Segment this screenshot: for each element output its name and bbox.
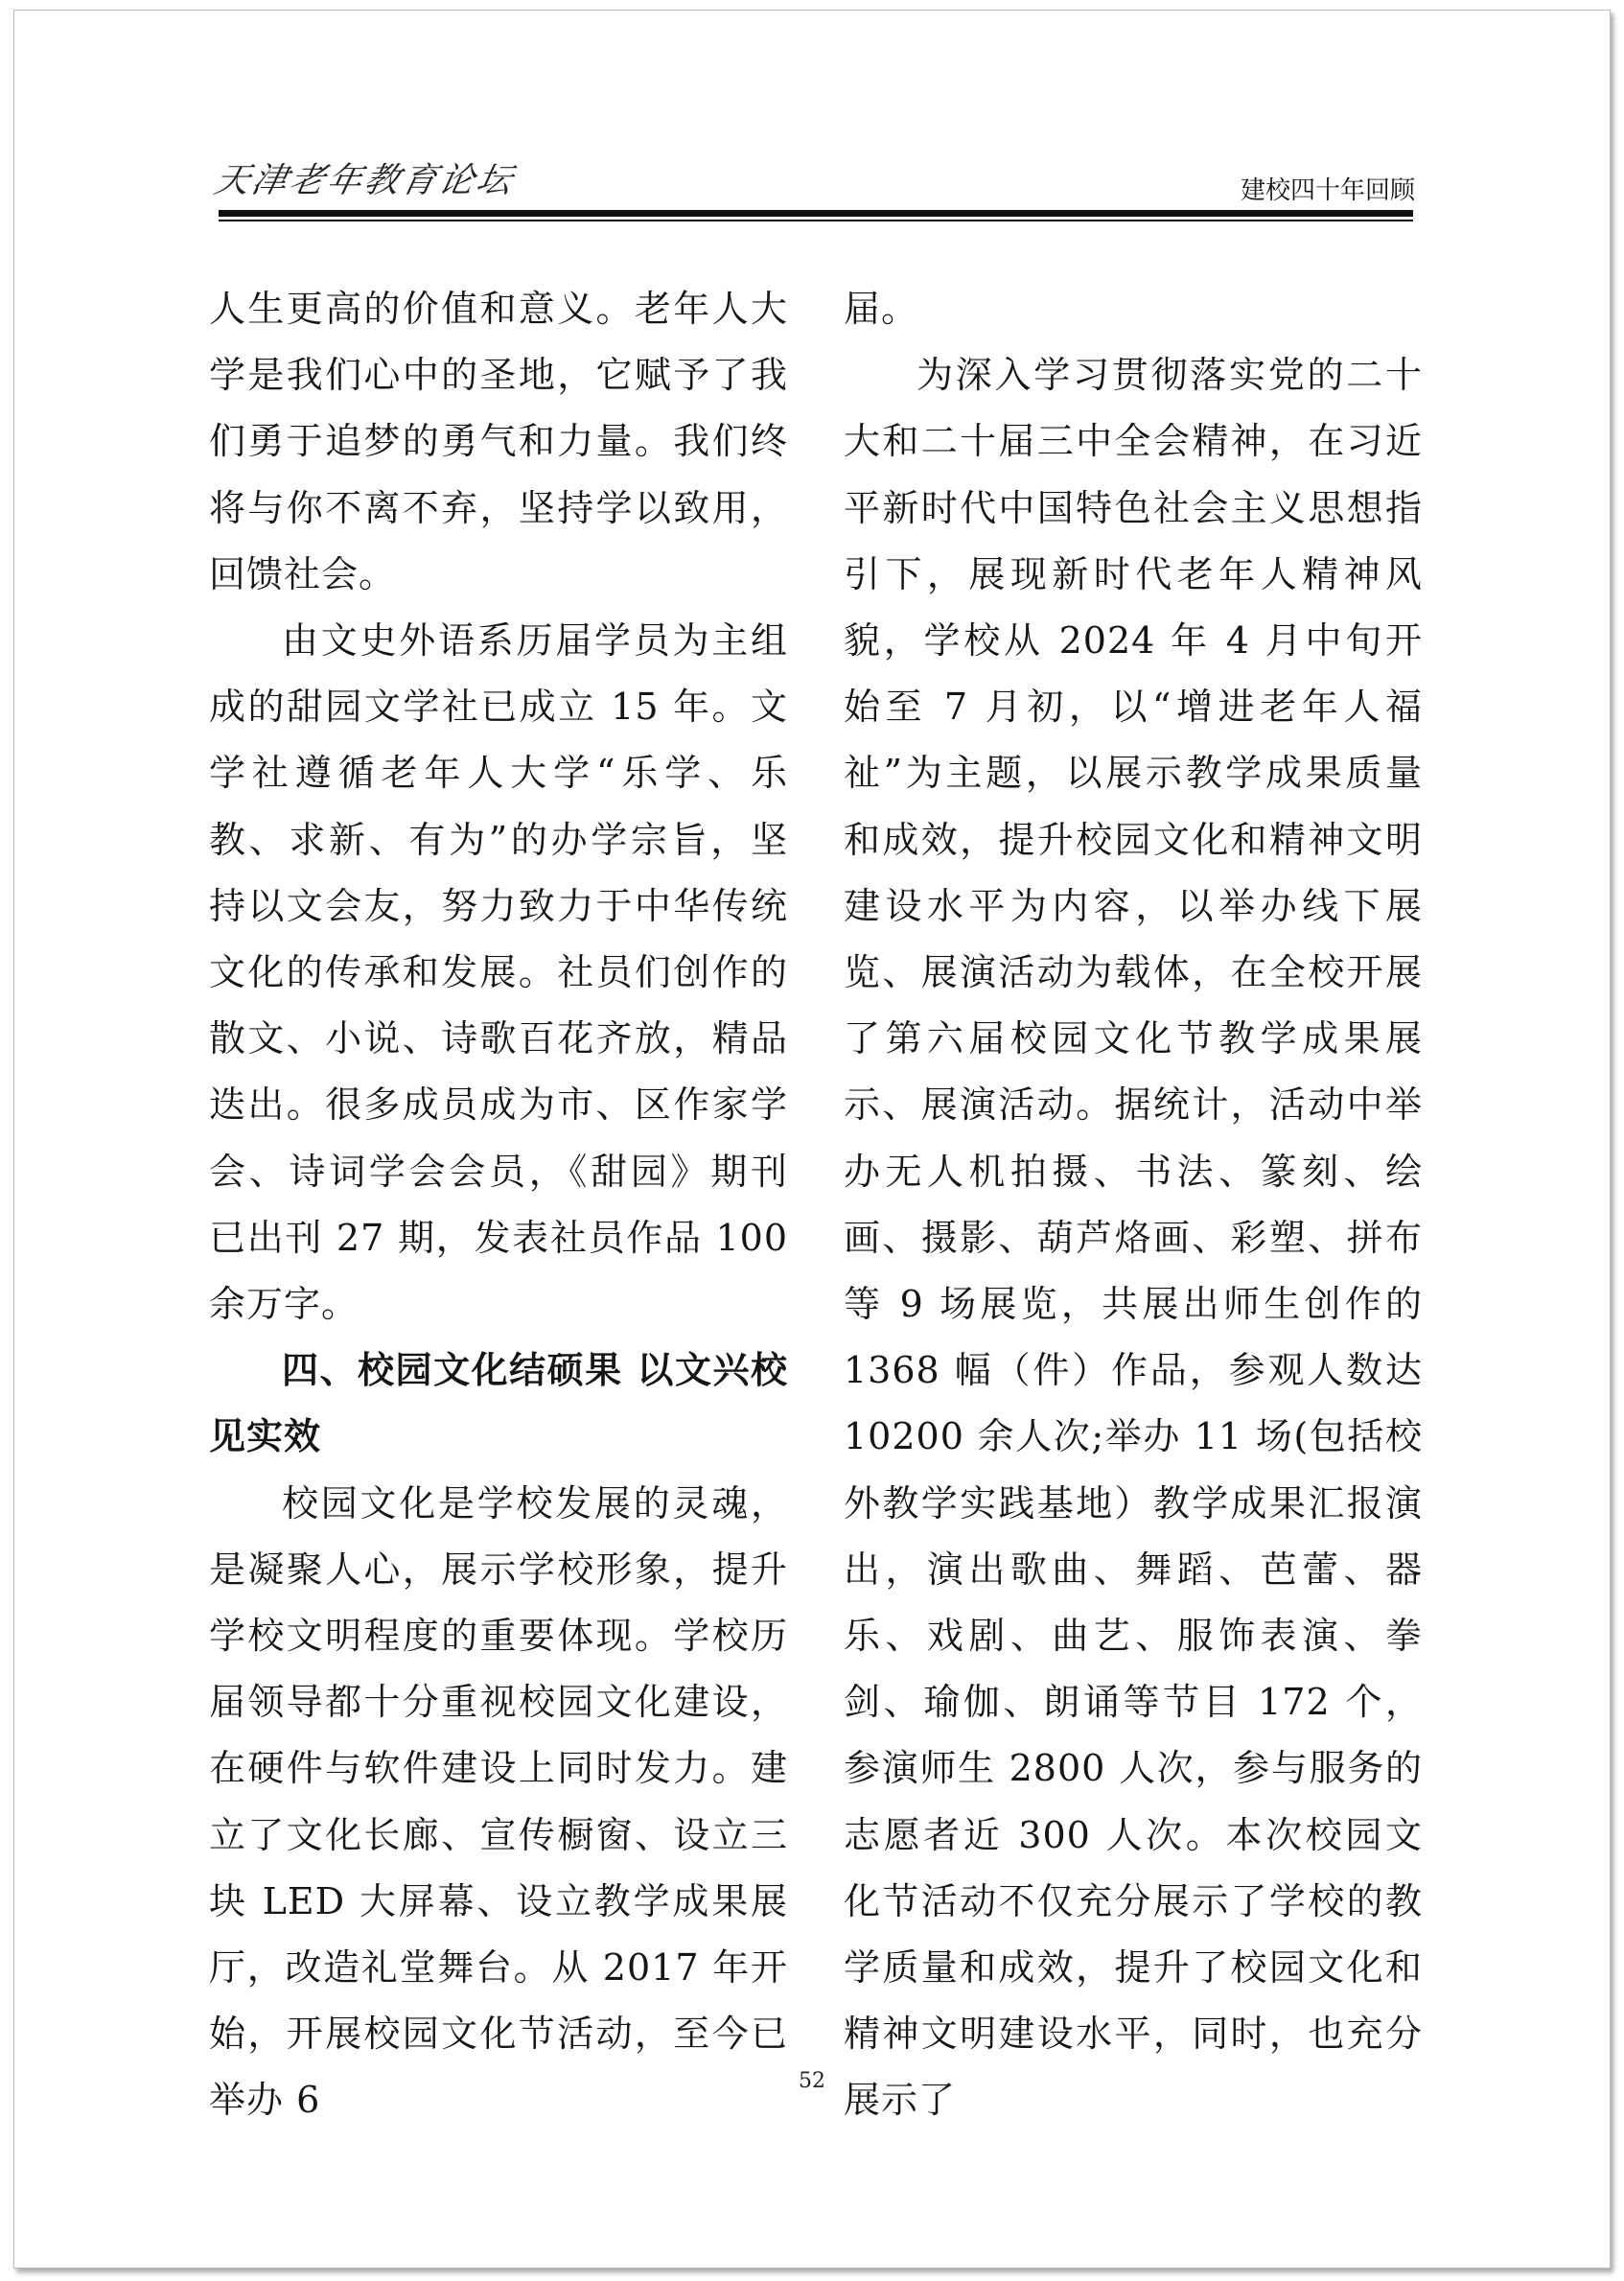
section-heading: 四、校园文化结硕果 以文兴校见实效 [209,1349,788,1458]
paragraph: 届。 [844,288,919,330]
paragraph: 人生更高的价值和意义。老年人大学是我们心中的圣地，它赋予了我们勇于追梦的勇气和力量。我们终将与你不离不弃，坚持学以致用，回馈社会。 [209,288,788,595]
section-title: 建校四十年回顾 [1240,176,1415,205]
journal-logo: 天津老年教育论坛 [211,161,519,200]
paragraph: 校园文化是学校发展的灵魂，是凝聚人心，展示学校形象，提升学校文明程度的重要体现。学校历届领导都十分重视校园文化建设，在硬件与软件建设上同时发力。建立了文化长廊、宣传橱窗、设立三块 LED 大屏幕、设立教学成果展厅，改造礼堂舞台。从 2017 年开始，开展校园文化节活动，至今已举办 6 [209,1481,788,2122]
left-column [209,276,788,2134]
paragraph: 为深入学习贯彻落实党的二十大和二十届三中全会精神，在习近平新时代中国特色社会主义思想指引下，展现新时代老年人精神风貌，学校从 2024 年 4 月中旬开始至 7 月初，以“增进老年人福祉”为主题，以展示教学成果质量和成效，提升校园文化和精神文明建设水平为内容，以举办线下展览、展演活动为载体，在全校开展了第六届校园文化节教学成果展示、展演活动。据统计，活动中举办无人机拍摄、书法、篆刻、绘画、摄影、葫芦烙画、彩塑、拼布等 9 场展览，共展出师生创作的 1368 幅（件）作品，参观人数达 10200 余人次;举办 11 场(包括校外教学实践基地）教学成果汇报演出，演出歌曲、舞蹈、芭蕾、器乐、戏剧、曲艺、服饰表演、拳剑、瑜伽、朗诵等节目 172 个，参演师生 2800 人次，参与服务的志愿者近 300 人次。本次校园文化节活动不仅充分展示了学校的教学质量和成效，提升了校园文化和精神文明建设水平，同时，也充分展示了 [844,354,1423,2122]
header-rule-thin [219,220,1413,221]
paragraph: 由文史外语系历届学员为主组成的甜园文学社已成立 15 年。文学社遵循老年人大学“乐学、乐教、求新、有为”的办学宗旨，坚持以文会友，努力致力于中华传统文化的传承和发展。社员们创作的散文、小说、诗歌百花齐放，精品迭出。很多成员成为市、区作家学会、诗词学会会员，《甜园》期刊已出刊 27 期，发表社员作品 100 余万字。 [209,619,788,1326]
right-column [844,276,1423,2134]
header-rule-thick [219,210,1413,217]
page-number: 52 [799,2069,825,2093]
